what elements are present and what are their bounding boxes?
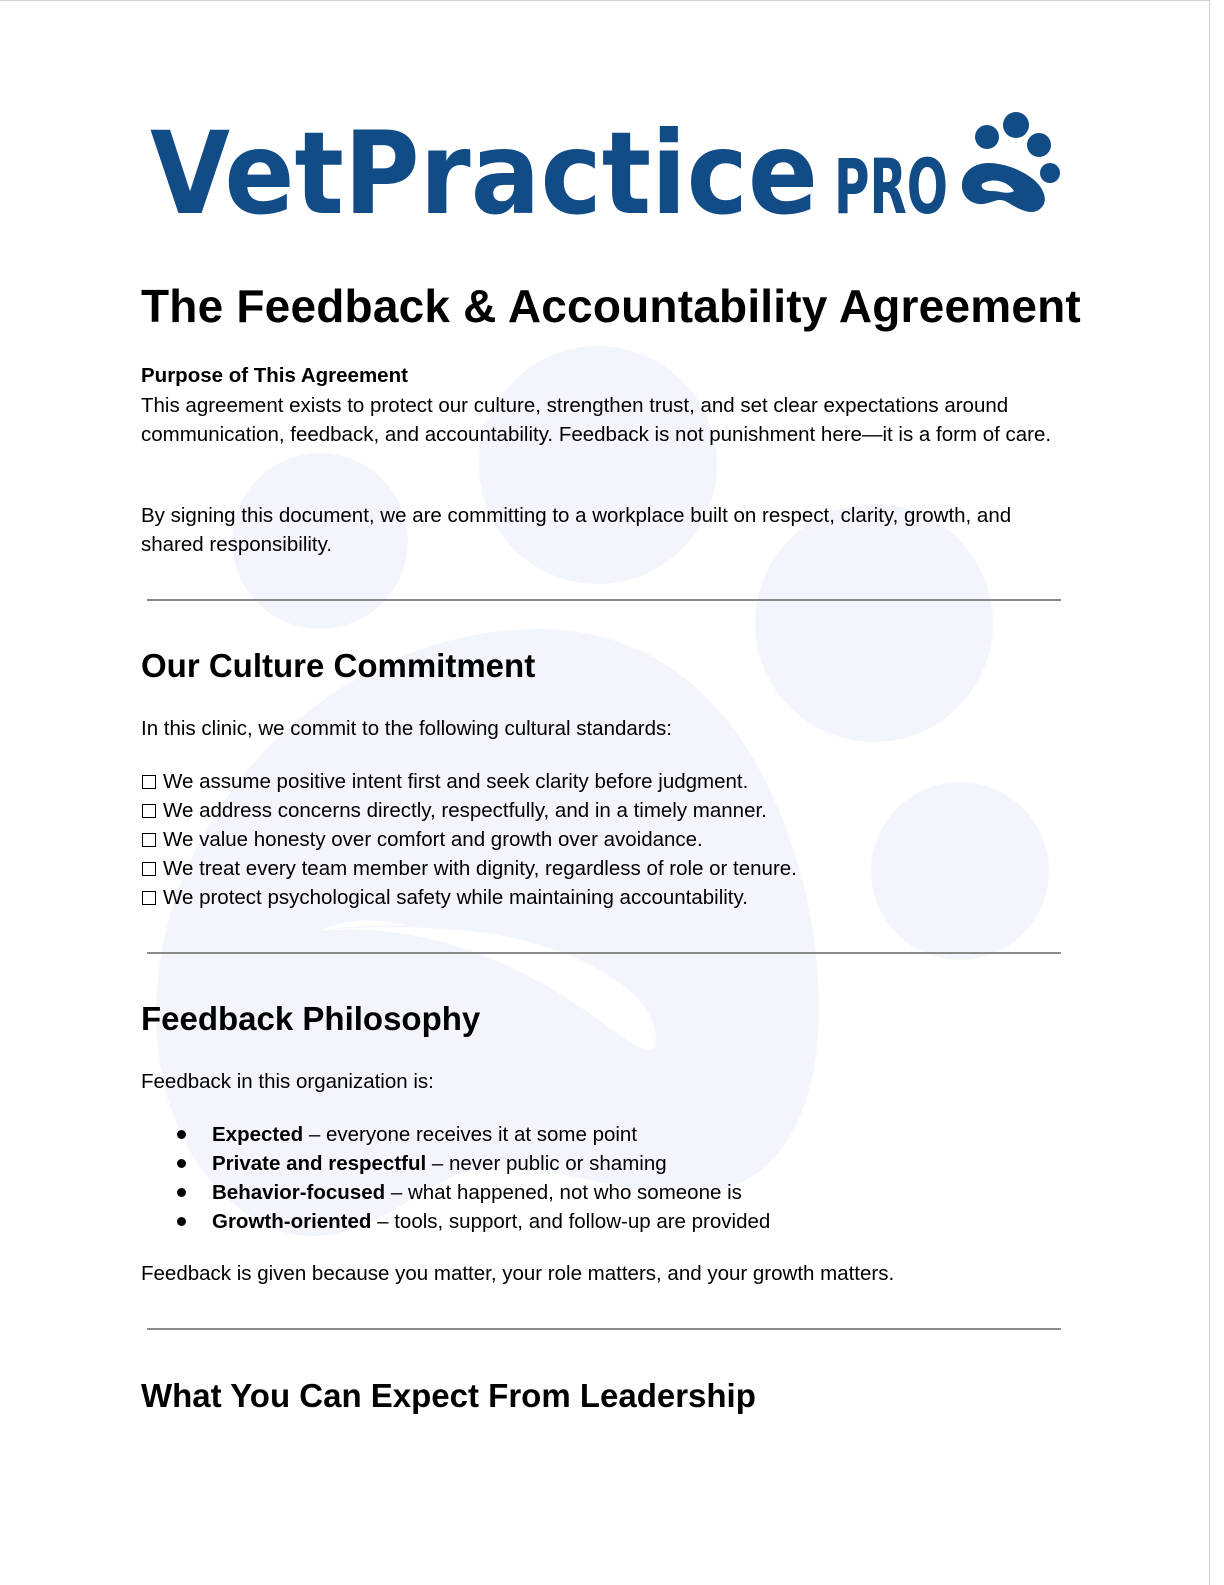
- section-divider: [147, 952, 1061, 954]
- bullet-icon: [177, 1159, 186, 1168]
- commitment-paragraph: By signing this document, we are committing to a workplace built on respect, clarity, growth, and shared responsibility.: [141, 504, 1012, 556]
- purpose-heading: Purpose of This Agreement: [141, 364, 408, 387]
- feedback-closing: Feedback is given because you matter, your role matters, and your growth matters.: [141, 1262, 895, 1285]
- bullet-icon: [177, 1217, 186, 1226]
- feedback-heading: Feedback Philosophy: [141, 1000, 481, 1037]
- leadership-heading: What You Can Expect From Leadership: [141, 1377, 756, 1414]
- logo-pro-text: PRO: [834, 142, 948, 221]
- brand-logo: [150, 109, 1065, 221]
- logo-wordmark: VetPractice: [150, 109, 818, 221]
- culture-intro: In this clinic, we commit to the following cultural standards:: [141, 717, 672, 740]
- checkbox[interactable]: [142, 804, 156, 818]
- culture-checklist: [141, 767, 797, 912]
- paw-icon: [962, 112, 1060, 212]
- list-item: Growth-oriented – tools, support, and follow-up are provided: [177, 1207, 770, 1236]
- checkbox[interactable]: [142, 775, 156, 789]
- list-item: Expected – everyone receives it at some point: [177, 1120, 770, 1149]
- checklist-item: We assume positive intent first and seek clarity before judgment.: [141, 767, 797, 796]
- list-item: Private and respectful – never public or shaming: [177, 1149, 770, 1178]
- checklist-item: We value honesty over comfort and growth over avoidance.: [141, 825, 797, 854]
- feedback-intro: Feedback in this organization is:: [141, 1070, 434, 1093]
- culture-heading: Our Culture Commitment: [141, 647, 536, 684]
- list-item: Behavior-focused – what happened, not who someone is: [177, 1178, 770, 1207]
- bullet-icon: [177, 1130, 186, 1139]
- section-divider: [147, 599, 1061, 601]
- document-title: The Feedback & Accountability Agreement: [141, 280, 1081, 332]
- bullet-icon: [177, 1188, 186, 1197]
- checklist-item: We address concerns directly, respectfully, and in a timely manner.: [141, 796, 797, 825]
- purpose-paragraph: This agreement exists to protect our culture, strengthen trust, and set clear expectations around communication, feedback, and accountability. Feedback is not punishment here—it is a form of care.: [141, 394, 1052, 446]
- checklist-item: We treat every team member with dignity, regardless of role or tenure.: [141, 854, 797, 883]
- section-divider: [147, 1328, 1061, 1330]
- feedback-list: [177, 1120, 770, 1236]
- checkbox[interactable]: [142, 862, 156, 876]
- checkbox[interactable]: [142, 833, 156, 847]
- checkbox[interactable]: [142, 891, 156, 905]
- checklist-item: We protect psychological safety while maintaining accountability.: [141, 883, 797, 912]
